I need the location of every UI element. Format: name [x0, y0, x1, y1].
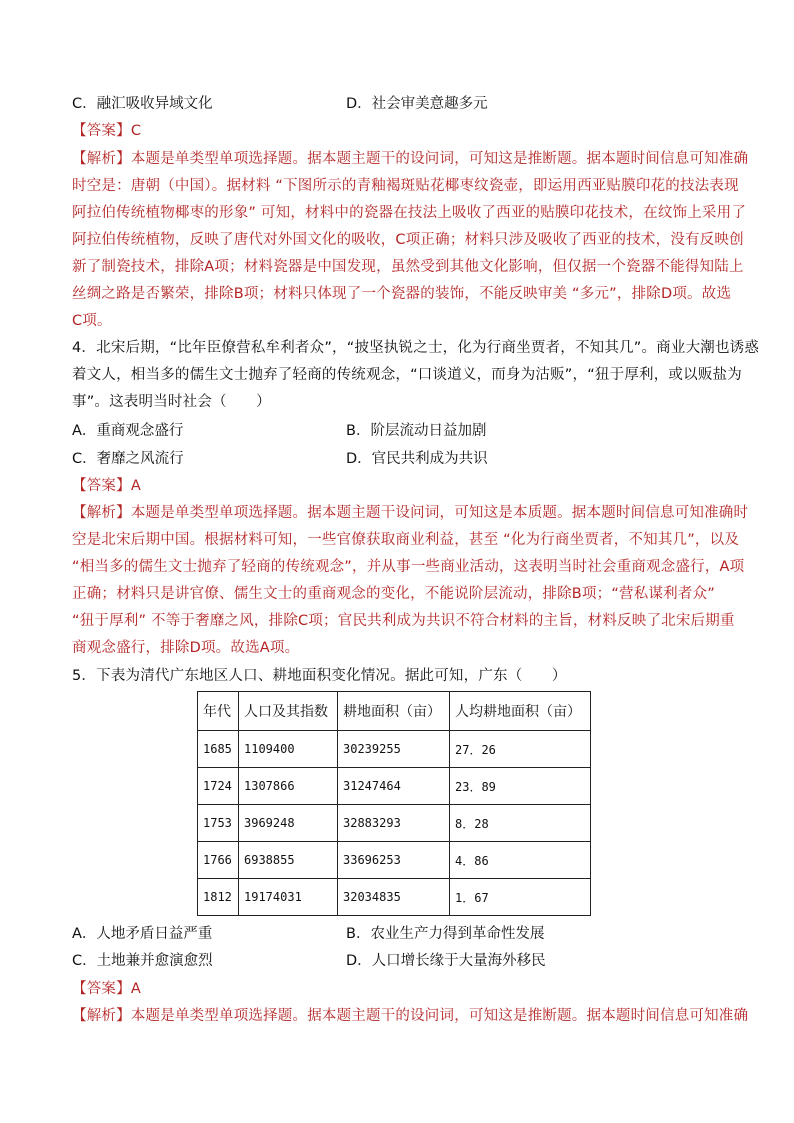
q3-analysis-line: 阿拉伯传统植物，反映了唐代对外国文化的吸收，C项正确；材料只涉及吸收了西亚的技术，没有反映创 [72, 232, 744, 248]
table-cell: 19174031 [239, 879, 338, 916]
q3-analysis-line: 新了制瓷技术，排除A项；材料瓷器是中国发现，虽然受到其他文化影响，但仅据一个瓷器不能得知陆上 [72, 259, 744, 275]
population-farmland-table [197, 691, 591, 916]
q3-option-c: C．融汇吸收异域文化 [72, 96, 213, 112]
table-header: 耕地面积（亩） [338, 692, 450, 731]
answer-value: A [130, 478, 141, 494]
table-cell: 1685 [198, 731, 239, 768]
table-row [198, 879, 591, 916]
table-cell: 1766 [198, 842, 239, 879]
table-cell: 32883293 [338, 805, 450, 842]
analysis-label: 【解析】 [72, 1008, 131, 1024]
q3-option-d: D．社会审美意趣多元 [346, 96, 488, 112]
q5-option-a: A．人地矛盾日益严重 [72, 926, 213, 942]
q5-analysis-line: 【解析】本题是单类型单项选择题。据本题主题干的设问词，可知这是推断题。据本题时间信息可知准确 [72, 1008, 749, 1024]
q4-option-a: A．重商观念盛行 [72, 423, 184, 439]
q4-stem-line: 着文人，相当多的儒生文士抛弃了轻商的传统观念，“口谈道义，而身为沽贩”，“狃于厚利，或以贩盐为 [72, 367, 742, 383]
table-cell: 32034835 [338, 879, 450, 916]
q4-analysis-line: 【解析】本题是单类型单项选择题。据本题主题干设问词，可知这是本质题。据本题时间信息可知准确时 [72, 505, 749, 521]
table-cell: 1307866 [239, 768, 338, 805]
table-row [198, 805, 591, 842]
q4-analysis-line: 空是北宋后期中国。根据材料可知，一些官僚获取商业利益，甚至 “化为行商坐贾者，不知其几”，以及 [72, 532, 740, 548]
q4-analysis-line: “狃于厚利” 不等于奢靡之风，排除C项；官民共利成为共识不符合材料的主旨，材料反映了北宋后期重 [72, 613, 735, 629]
q4-analysis-line: 商观念盛行，排除D项。故选A项。 [72, 640, 300, 656]
table-cell: 30239255 [338, 731, 450, 768]
table-cell: 33696253 [338, 842, 450, 879]
table-cell: 4．86 [450, 842, 591, 879]
table-row [198, 842, 591, 879]
q5-option-d: D．人口增长缘于大量海外移民 [346, 953, 546, 969]
q3-analysis-line: 丝绸之路是否繁荣，排除B项；材料只体现了一个瓷器的装饰，不能反映审美 “多元”，排除D项。故选 [72, 286, 732, 302]
q5-option-c: C．土地兼并愈演愈烈 [72, 953, 213, 969]
table-cell: 8．28 [450, 805, 591, 842]
answer-label: 【答案】 [72, 123, 131, 139]
table-cell: 31247464 [338, 768, 450, 805]
answer-label: 【答案】 [72, 981, 131, 997]
q3-analysis-line: 【解析】本题是单类型单项选择题。据本题主题干的设问词，可知这是推断题。据本题时间信息可知准确 [72, 151, 749, 167]
table-cell: 1724 [198, 768, 239, 805]
q5-answer [72, 979, 724, 999]
q5-stem: 5．下表为清代广东地区人口、耕地面积变化情况。据此可知，广东（ ） [72, 668, 567, 684]
table-cell: 1109400 [239, 731, 338, 768]
table-cell: 1753 [198, 805, 239, 842]
q3-analysis-line: 时空是：唐朝（中国）。据材料 “下图所示的青釉褐斑贴花椰枣纹瓷壶，即运用西亚贴膜印花的技法表现 [72, 178, 739, 194]
q5-option-b: B．农业生产力得到革命性发展 [346, 926, 545, 942]
table-header-row [198, 692, 591, 731]
q4-stem-line: 4．北宋后期，“比年臣僚营私牟利者众”，“披坚执锐之士，化为行商坐贾者，不知其几”。商业大潮也诱惑 [72, 340, 760, 356]
answer-label: 【答案】 [72, 478, 131, 494]
table-row [198, 731, 591, 768]
q4-analysis-line: 正确；材料只是讲官僚、儒生文士的重商观念的变化，不能说阶层流动，排除B项；“营私谋利者众” [72, 586, 715, 602]
analysis-label: 【解析】 [72, 505, 131, 521]
answer-value: C [130, 123, 142, 139]
q4-option-b: B．阶层流动日益加剧 [346, 423, 487, 439]
q4-answer [72, 476, 724, 496]
table-cell: 1．67 [450, 879, 591, 916]
table-header: 年代 [198, 692, 239, 731]
analysis-label: 【解析】 [72, 151, 131, 167]
q3-analysis-line: C项。 [72, 313, 112, 329]
table-cell: 1812 [198, 879, 239, 916]
q4-option-d: D．官民共利成为共识 [346, 451, 488, 467]
q4-stem-line: 事”。这表明当时社会（ ） [72, 394, 271, 410]
q3-analysis-line: 阿拉伯传统植物椰枣的形象” 可知，材料中的瓷器在技法上吸收了西亚的贴膜印花技术，在纹饰上采用了 [72, 205, 747, 221]
table-cell: 27．26 [450, 731, 591, 768]
table-header: 人口及其指数 [239, 692, 338, 731]
q4-analysis-line: “相当多的儒生文士抛弃了轻商的传统观念”，并从事一些商业活动，这表明当时社会重商观念盛行，A项 [72, 559, 745, 575]
table-row [198, 768, 591, 805]
table-header: 人均耕地面积（亩） [450, 692, 591, 731]
table-cell: 23．89 [450, 768, 591, 805]
answer-value: A [130, 981, 141, 997]
q3-answer [72, 121, 724, 141]
table-cell: 3969248 [239, 805, 338, 842]
table-cell: 6938855 [239, 842, 338, 879]
q4-option-c: C．奢靡之风流行 [72, 451, 184, 467]
